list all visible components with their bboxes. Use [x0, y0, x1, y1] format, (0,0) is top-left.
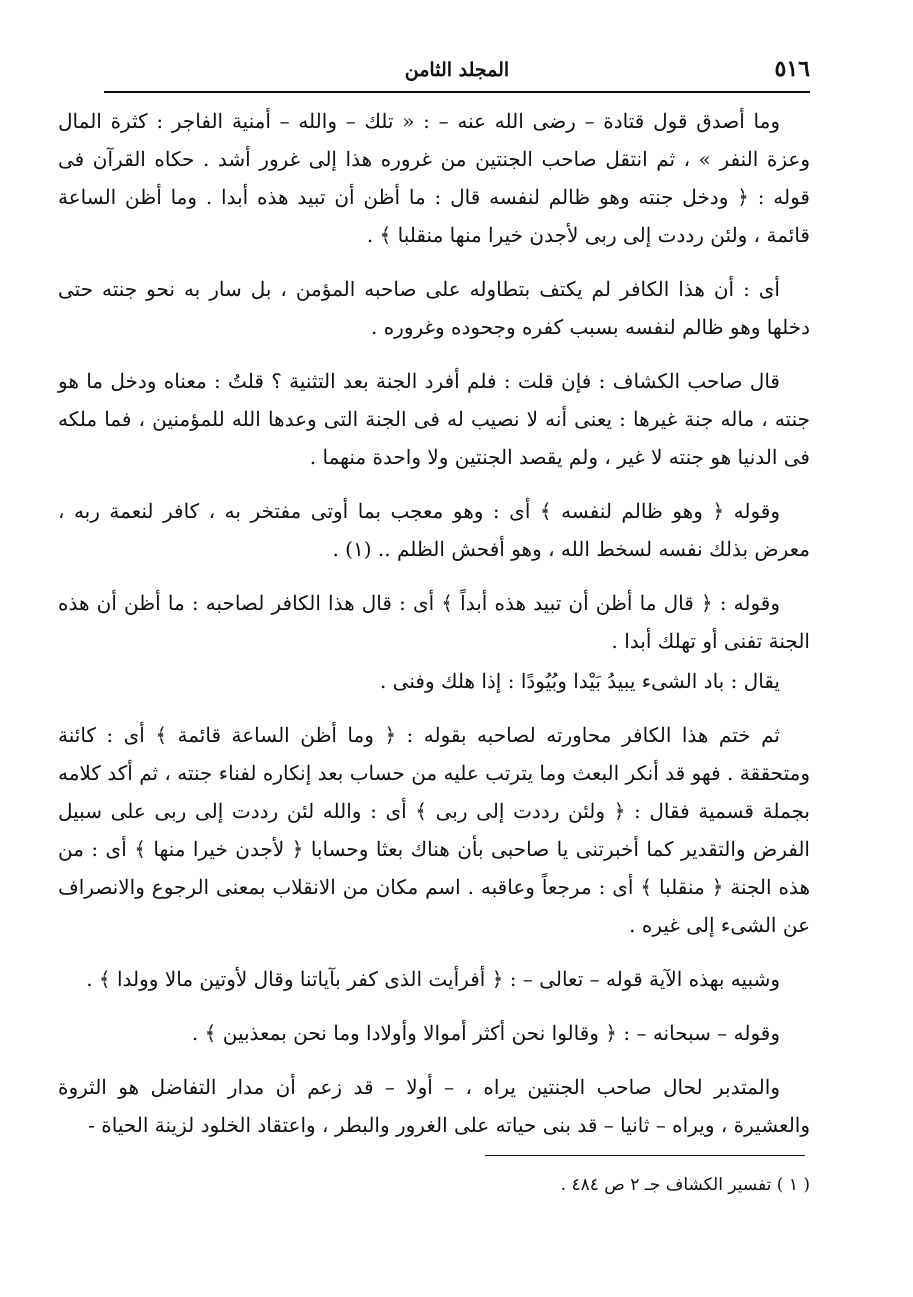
paragraph: أى : أن هذا الكافر لم يكتف بتطاوله على صاحبه المؤمن ، بل سار به نحو جنته حتى دخلها وهو ظالم لنفسه بسبب كفره وجحوده وغروره .	[58, 277, 810, 339]
paragraph: يقال : باد الشىء يبيدُ بَيْدا وبُيُودًا : إذا هلك وفنى .	[379, 669, 780, 693]
paragraph: وقوله : ﴿ قال ما أظن أن تبيد هذه أبداً ﴾ أى : قال هذا الكافر لصاحبه : ما أظن أن هذه الجنة تفنى أو تهلك أبدا .	[58, 591, 810, 653]
paragraph: وقوله – سبحانه – : ﴿ وقالوا نحن أكثر أموالا وأولادا وما نحن بمعذبين ﴾ .	[191, 1021, 780, 1045]
paragraph: وقوله ﴿ وهو ظالم لنفسه ﴾ أى : وهو معجب بما أوتى مفتخر به ، كافر لنعمة ربه ، معرض بذلك نفسه لسخط الله ، وهو أفحش الظلم .. (١) .	[58, 499, 810, 561]
paragraph: قال صاحب الكشاف : فإن قلت : فلم أفرد الجنة بعد التثنية ؟ قلتُ : معناه ودخل ما هو جنته ، ماله جنة غيرها : يعنى أنه لا نصيب له فى الجنة التى وعدها الله للمؤمنين ، فما ملكه فى الدنيا هو جنته لا غير ، ولم يقصد الجنتين ولا واحدة منهما .	[58, 369, 810, 469]
header-divider	[104, 91, 810, 93]
page-header	[104, 50, 810, 90]
volume-title: المجلد الثامن	[404, 59, 510, 81]
paragraph: والمتدبر لحال صاحب الجنتين يراه ، – أولا – قد زعم أن مدار التفاضل هو الثروة والعشيرة ، ويراه – ثانيا – قد بنى حياته على الغرور والبطر ، واعتقاد الخلود لزينة الحياة -	[58, 1075, 810, 1137]
paragraph: وشبيه بهذه الآية قوله – تعالى – : ﴿ أفرأيت الذى كفر بآياتنا وقال لأوتين مالا وولدا ﴾ .	[86, 967, 780, 991]
paragraph: وما أصدق قول قتادة – رضى الله عنه – : « تلك – والله – أمنية الفاجر : كثرة المال وعزة النفر » ، ثم انتقل صاحب الجنتين من غروره هذا إلى غرور أشد . حكاه القرآن فى قوله : ﴿ ودخل جنته وهو ظالم لنفسه قال : ما أظن أن تبيد هذه أبدا . وما أظن الساعة قائمة ، ولئن رددت إلى ربى لأجدن خيرا منها منقلبا ﴾ .	[58, 109, 810, 247]
footnote: ( ١ ) تفسير الكشاف جـ ٢ ص ٤٨٤ .	[560, 1175, 810, 1195]
page-number: ٥١٦	[774, 56, 810, 82]
paragraph: ثم ختم هذا الكافر محاورته لصاحبه بقوله : ﴿ وما أظن الساعة قائمة ﴾ أى : كائنة ومتحققة . فهو قد أنكر البعث وما يترتب عليه من حساب بعد إنكاره لفناء جنته ، ثم أكد كلامه بجملة قسمية فقال : ﴿ ولئن رددت إلى ربى ﴾ أى : والله لئن رددت إلى ربى على سبيل الفرض والتقدير كما أخبرتنى يا صاحبى بأن هناك بعثا وحسابا ﴿ لأجدن خيرا منها ﴾ أى : من هذه الجنة ﴿ منقلبا ﴾ أى : مرجعاً وعاقبه . اسم مكان من الانقلاب بمعنى الرجوع والانصراف عن الشىء إلى غيره .	[58, 723, 810, 937]
footnote-divider	[485, 1155, 805, 1156]
page-body	[58, 102, 810, 1160]
